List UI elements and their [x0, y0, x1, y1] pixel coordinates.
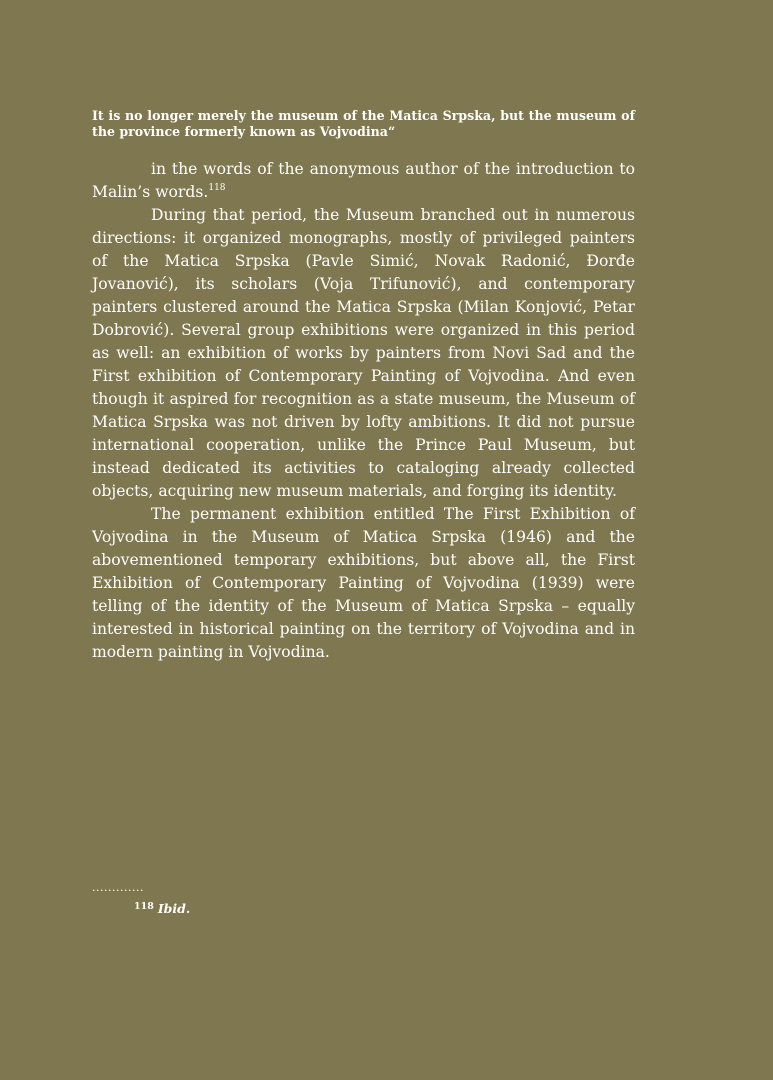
paragraph-3: The permanent exhibition entitled The First Exhibition of Vojvodina in the Museum of Matica Srpska (1946) and the abovementioned temporary exhibitions, but above all, the First Exhibition of Contemporary Painting of Vojvodina (1939) were telling of the identity of the Museum of Matica Srpska – equally interested in historical painting on the territory of Vojvodina and in modern painting in Vojvodina. — [92, 505, 635, 661]
footnote-number: 118 — [134, 901, 154, 912]
document-page — [92, 0, 635, 1080]
paragraph-2: During that period, the Museum branched out in numerous directions: it organized monographs, mostly of privileged painters of the Matica Srpska (Pavle Simić, Novak Radonić, Đorđe Jovanović), its scholars (Voja Trifunović), and contemporary painters clustered around the Matica Srpska (Milan Konjović, Petar Dobrović). Several group exhibitions were organized in this period as well: an exhibition of works by painters from Novi Sad and the First exhibition of Contemporary Painting of Vojvodina. And even though it aspired for recognition as a state museum, the Museum of Matica Srpska was not driven by lofty ambitions. It did not pursue international cooperation, unlike the Prince Paul Museum, but instead dedicated its activities to cataloging already collected objects, acquiring new museum materials, and forging its identity. — [92, 206, 635, 500]
footnote-118 — [134, 900, 190, 920]
footnote-separator: ............. — [92, 881, 144, 894]
paragraph-1-text: in the words of the anonymous author of the introduction to Malin’s words. — [92, 160, 635, 201]
paragraph-1 — [92, 158, 635, 204]
footnote-text: Ibid. — [157, 901, 191, 916]
body-text — [92, 158, 635, 664]
block-quote: It is no longer merely the museum of the Matica Srpska, but the museum of the province formerly known as Vojvodina“ — [92, 108, 635, 139]
footnote-ref-118[interactable]: 118 — [208, 182, 226, 193]
